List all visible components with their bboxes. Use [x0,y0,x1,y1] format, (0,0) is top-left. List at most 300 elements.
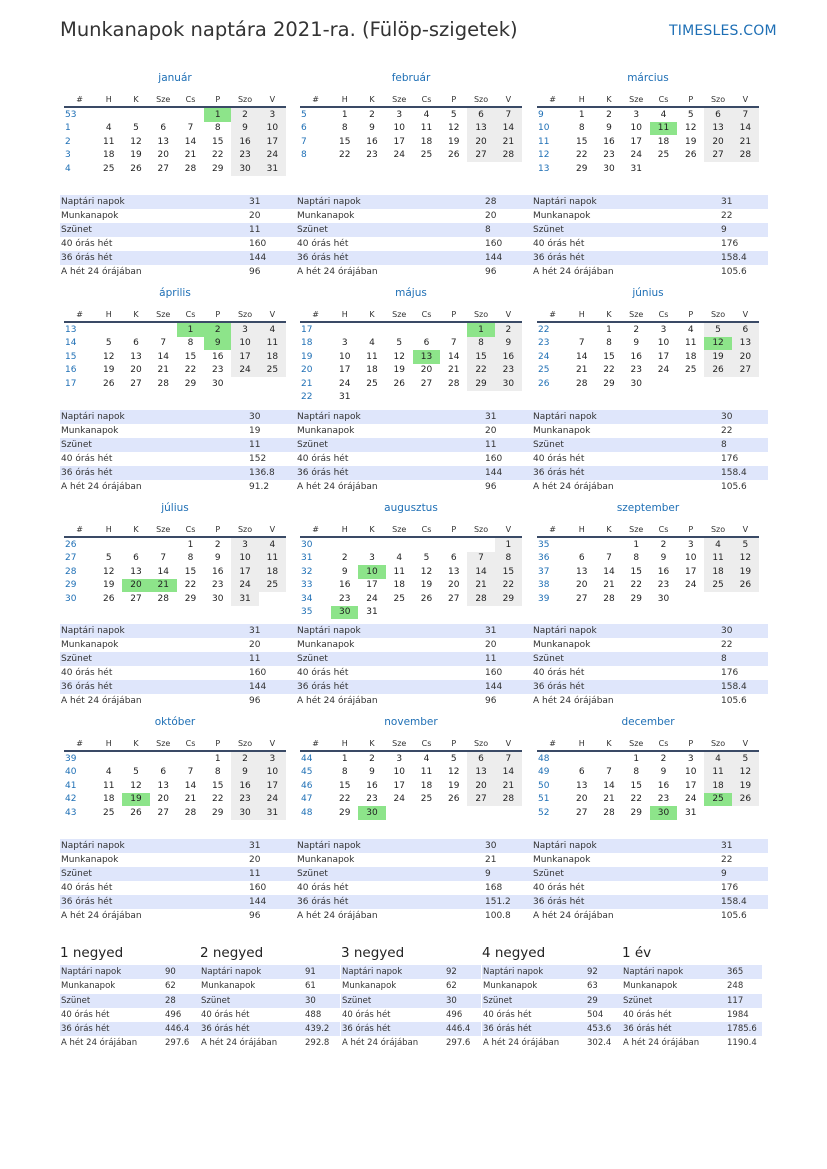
day-cell: 2 [231,751,258,766]
stat-value: 30 [446,995,457,1006]
day-cell: 4 [704,537,731,552]
stat-value: 29 [587,995,598,1006]
day-cell: 7 [187,767,194,778]
stat-label: 40 órás hét [623,1009,672,1020]
quarter-stat-row [60,1008,200,1022]
day-cell: 26 [704,364,731,378]
day-cell: 2 [606,109,612,120]
week-number: 45 [301,767,313,778]
day-cell: 21 [150,579,177,593]
month-stats-table [60,195,296,279]
day-cell: 3 [259,107,286,122]
stat-label: 40 órás hét [483,1009,532,1020]
day-cell: 2 [231,107,258,122]
day-cell: 16 [366,136,378,147]
day-cell: 11 [704,552,731,566]
week-row [300,806,522,820]
week-row [537,377,759,391]
stat-row [296,265,532,279]
day-cell: 31 [259,806,286,820]
day-cell: 2 [341,553,348,564]
week-row [300,766,522,780]
quarter-block [60,945,200,1051]
stat-label: A hét 24 órájában [61,911,142,921]
day-cell: 16 [657,780,670,791]
week-row [300,606,522,620]
day-cell: 20 [732,350,759,364]
weekday-header: Sze [150,307,177,322]
week-row [300,779,522,793]
empty-cell [386,606,413,620]
weekday-header: P [440,522,467,537]
day-cell: 15 [630,566,642,577]
week-row [64,135,286,149]
day-cell: 29 [575,163,588,174]
week-number: 5 [301,109,307,120]
week-number: 35 [301,607,313,618]
month-name: november [384,716,438,728]
weekday-header: P [440,92,467,107]
stat-row [296,839,532,853]
day-cell: 5 [450,753,457,764]
day-cell: 4 [704,751,731,766]
quarter-stat-row [622,1008,762,1022]
empty-cell [358,322,385,337]
day-cell: 1 [633,753,640,764]
day-cell: 27 [575,807,588,818]
stat-label: Naptári napok [533,626,597,636]
weekday-header: V [259,92,286,107]
day-cell: 11 [420,767,433,778]
stat-label: 40 órás hét [533,454,585,464]
weekday-header: V [259,736,286,751]
stat-label: Szünet [533,225,564,235]
day-cell: 1 [341,753,348,764]
stat-label: Szünet [342,995,372,1006]
day-cell: 29 [338,807,351,818]
weekday-header: Sze [150,522,177,537]
weekday-header: Sze [386,522,413,537]
stat-value: 31 [485,626,497,636]
day-cell: 5 [450,109,457,120]
day-cell: 4 [369,338,375,349]
month-calendar [537,502,759,606]
empty-cell [440,537,467,552]
stat-label: Munkanapok [61,426,119,436]
day-cell: 19 [122,793,149,807]
day-cell: 28 [157,378,169,389]
weekday-header: H [331,522,358,537]
day-cell: 28 [575,378,588,389]
weekday-header: H [95,522,122,537]
day-cell: 20 [467,779,494,793]
stat-row [296,867,532,881]
day-cell: 23 [212,580,224,591]
weekday-header: K [122,522,149,537]
week-number: 23 [538,338,550,349]
week-number: 51 [538,794,550,805]
quarter-stat-row [482,994,622,1008]
stat-value: 96 [485,482,497,492]
stat-value: 9 [721,869,727,879]
stat-label: Szünet [297,869,328,879]
day-cell: 23 [630,365,642,376]
quarter-block [622,945,762,1051]
week-row [300,337,522,351]
weekday-header: Sze [386,92,413,107]
weekday-header: Cs [650,522,677,537]
week-number: 26 [538,378,550,389]
stat-value: 158.4 [721,468,747,478]
stat-label: Munkanapok [623,981,678,992]
day-cell: 3 [687,753,694,764]
day-cell: 8 [578,123,585,134]
empty-cell [467,391,494,405]
stat-row [296,680,532,694]
empty-cell [95,751,122,766]
week-row [300,135,522,149]
empty-cell [95,537,122,552]
day-cell: 18 [704,779,731,793]
stat-label: Munkanapok [533,211,591,221]
quarter-stat-row [200,1008,340,1022]
empty-cell [386,537,413,552]
day-cell: 14 [448,351,460,362]
stat-row [60,666,296,680]
day-cell: 13 [157,780,169,791]
month-calendar [64,72,286,176]
brand-logo-link[interactable]: TIMESLES.COM [669,23,777,39]
stat-row [60,209,296,223]
empty-cell [677,377,704,391]
day-cell: 21 [157,365,169,376]
day-cell: 15 [467,350,494,364]
stat-row [532,867,768,881]
stat-value: 30 [721,626,733,636]
stat-label: 36 órás hét [533,682,585,692]
weekday-header: V [732,92,759,107]
week-row [300,751,522,766]
stat-label: Szünet [533,654,564,664]
stat-value: 1190.4 [727,1038,757,1049]
day-cell: 14 [575,351,588,362]
day-cell: 5 [105,553,112,564]
week-number: 3 [65,150,71,161]
day-cell: 11 [102,780,115,791]
stat-value: 453.6 [587,1024,612,1035]
day-cell: 25 [657,150,670,161]
stat-value: 302.4 [587,1038,612,1049]
stat-label: Naptári napok [297,626,361,636]
quarter-stat-row [622,1036,762,1050]
stat-value: 8 [485,225,491,235]
weekday-header: Szo [467,736,494,751]
quarter-stat-row [341,979,481,993]
weekday-header: P [677,92,704,107]
empty-cell [595,537,622,552]
stat-value: 31 [249,197,261,207]
day-cell: 21 [495,135,522,149]
week-number: 47 [301,794,313,805]
week-number: 11 [538,136,550,147]
weekday-header: Szo [467,307,494,322]
weekday-header: K [358,522,385,537]
day-cell: 28 [603,593,615,604]
stat-value: 496 [446,1009,463,1020]
empty-cell [677,592,704,606]
stat-label: 40 órás hét [61,454,113,464]
week-number: 7 [301,136,307,147]
stat-value: 21 [485,855,497,865]
week-row [64,149,286,163]
stat-value: 92 [446,967,457,977]
day-cell: 2 [369,109,375,120]
stat-row [532,839,768,853]
quarter-stat-row [200,965,340,979]
day-cell: 29 [495,592,522,606]
weekday-header: Cs [413,307,440,322]
week-number: 27 [65,553,77,564]
quarter-stat-row [200,979,340,993]
month-name: december [621,716,675,728]
stat-value: 100.8 [485,911,511,921]
week-number: 14 [65,338,77,349]
empty-cell [122,537,149,552]
day-cell: 10 [259,122,286,136]
day-cell: 22 [338,794,351,805]
stat-value: 176 [721,668,739,678]
week-row [64,122,286,136]
stat-label: 36 órás hét [201,1024,250,1035]
stat-value: 11 [249,440,261,450]
month-stats-table [532,410,768,494]
day-cell: 26 [102,378,115,389]
week-number: 33 [301,580,313,591]
stat-label: Naptári napok [61,626,125,636]
day-cell: 17 [393,780,405,791]
stat-value: 105.6 [721,911,747,921]
day-cell: 17 [231,350,258,364]
stat-row [60,839,296,853]
day-cell: 3 [396,109,403,120]
stat-label: Szünet [533,869,564,879]
week-row [537,122,759,136]
stat-value: 439.2 [305,1024,330,1035]
empty-cell [704,806,731,820]
day-cell: 10 [685,767,697,778]
stat-value: 31 [721,841,733,851]
empty-cell [413,322,440,337]
day-cell: 30 [231,162,258,176]
day-cell: 31 [366,607,378,618]
day-cell: 9 [660,553,667,564]
day-cell: 9 [369,123,375,134]
day-cell: 27 [130,378,142,389]
stat-row [296,237,532,251]
day-cell: 5 [732,751,759,766]
stat-value: 158.4 [721,253,747,263]
week-number: 34 [301,593,313,604]
stat-row [296,209,532,223]
stat-row [532,853,768,867]
day-cell: 4 [423,753,430,764]
week-row [64,766,286,780]
day-cell: 14 [157,566,169,577]
day-cell: 13 [413,350,440,364]
weekday-header: H [568,736,595,751]
week-row [537,322,759,337]
week-number: 8 [301,150,307,161]
stat-label: A hét 24 órájában [297,482,378,492]
quarter-title: 2 negyed [200,945,264,961]
day-cell: 29 [630,593,642,604]
stat-label: 36 órás hét [61,253,113,263]
stat-value: 160 [485,668,503,678]
stat-value: 496 [165,1009,182,1020]
month-name: január [158,72,192,84]
weekday-header: Sze [150,736,177,751]
stat-row [60,424,296,438]
day-cell: 30 [231,806,258,820]
weekday-header: H [331,736,358,751]
day-cell: 9 [231,122,258,136]
stat-value: 30 [305,995,316,1006]
weekday-header: Sze [623,92,650,107]
day-cell: 25 [259,579,286,593]
day-cell: 9 [495,337,522,351]
weekday-header: # [300,522,331,537]
stat-value: 91 [305,967,316,977]
month-calendar [537,716,759,820]
weekday-header: # [537,736,568,751]
day-cell: 13 [704,122,731,136]
weekday-header: H [568,522,595,537]
empty-cell [467,606,494,620]
day-cell: 30 [331,606,358,620]
empty-cell [122,751,149,766]
stat-row [532,237,768,251]
stat-row [60,480,296,494]
day-cell: 21 [184,794,197,805]
week-number: 24 [538,351,550,362]
day-cell: 1 [204,107,231,122]
day-cell: 24 [657,365,670,376]
day-cell: 12 [420,566,433,577]
day-cell: 2 [214,539,221,550]
day-cell: 29 [184,378,197,389]
weekday-header: H [568,307,595,322]
month-calendar [300,72,522,162]
stat-label: Szünet [61,440,92,450]
day-cell: 25 [102,807,115,818]
stat-row [532,410,768,424]
day-cell: 28 [448,378,460,389]
weekday-header: V [732,307,759,322]
stat-value: 22 [721,855,733,865]
stat-row [60,195,296,209]
stat-value: 30 [249,412,261,422]
weekday-header: V [732,736,759,751]
day-cell: 5 [704,322,731,337]
week-number: 17 [65,378,77,389]
stat-label: Szünet [297,440,328,450]
day-cell: 24 [393,150,405,161]
week-number: 40 [65,767,77,778]
stat-value: 62 [165,981,176,992]
stat-label: Szünet [623,995,653,1006]
stat-label: Naptári napok [297,841,361,851]
empty-cell [150,537,177,552]
day-cell: 27 [732,364,759,378]
stat-label: 36 órás hét [533,897,585,907]
weekday-header: K [595,307,622,322]
stat-row [60,251,296,265]
day-cell: 1 [495,537,522,552]
weekday-header: V [495,307,522,322]
day-cell: 9 [660,767,667,778]
day-cell: 13 [575,780,588,791]
weekday-header: H [568,92,595,107]
week-number: 12 [538,150,550,161]
stat-value: 1984 [727,1009,749,1020]
day-cell: 18 [420,136,433,147]
month-grid [537,307,759,391]
day-cell: 14 [467,565,494,579]
stat-label: 40 órás hét [61,883,113,893]
day-cell: 8 [606,338,612,349]
day-cell: 20 [575,794,588,805]
empty-cell [732,162,759,176]
day-cell: 21 [732,135,759,149]
day-cell: 27 [130,593,142,604]
stat-label: 40 órás hét [342,1009,391,1020]
stat-label: 36 órás hét [533,253,585,263]
weekday-header: V [495,736,522,751]
stat-value: 176 [721,883,739,893]
day-cell: 22 [575,150,588,161]
stat-label: Munkanapok [533,855,591,865]
stat-label: Munkanapok [533,426,591,436]
weekday-header: # [64,307,95,322]
month-name: június [632,287,664,299]
stat-label: Szünet [61,225,92,235]
empty-cell [413,606,440,620]
stat-value: 158.4 [721,897,747,907]
day-cell: 15 [212,780,224,791]
day-cell: 3 [341,338,348,349]
day-cell: 7 [732,107,759,122]
stat-row [60,853,296,867]
day-cell: 7 [495,751,522,766]
weekday-header: Sze [623,522,650,537]
week-row [537,552,759,566]
empty-cell [704,592,731,606]
day-cell: 23 [231,149,258,163]
stat-row [60,452,296,466]
stat-label: 36 órás hét [483,1024,532,1035]
month-calendar [64,287,286,391]
stat-value: 11 [485,440,497,450]
day-cell: 24 [685,794,697,805]
day-cell: 23 [495,364,522,378]
weekday-header: H [331,92,358,107]
week-row [537,364,759,378]
week-row [64,779,286,793]
week-row [537,579,759,593]
day-cell: 23 [338,593,351,604]
day-cell: 11 [650,122,677,136]
day-cell: 11 [704,766,731,780]
